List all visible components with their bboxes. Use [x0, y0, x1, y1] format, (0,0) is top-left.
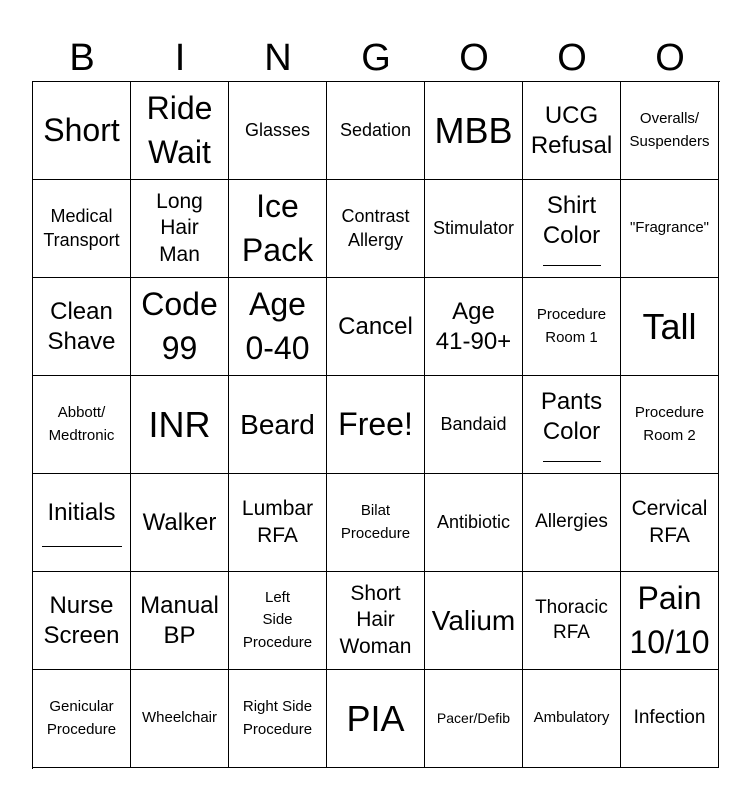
bingo-cell[interactable]: INR [131, 376, 229, 474]
bingo-cell[interactable]: Bilat Procedure [327, 474, 425, 572]
bingo-cell[interactable]: Age 0-40 [229, 278, 327, 376]
bingo-cell[interactable]: Ride Wait [131, 82, 229, 180]
write-in-line [543, 265, 601, 266]
bingo-cell[interactable]: Nurse Screen [33, 572, 131, 670]
bingo-cell[interactable]: Pain 10/10 [621, 572, 719, 670]
bingo-cell[interactable]: Walker [131, 474, 229, 572]
bingo-cell[interactable]: Long Hair Man [131, 180, 229, 278]
bingo-cell[interactable]: Infection [621, 670, 719, 768]
bingo-cell-label: Shirt Color [542, 192, 601, 249]
header-letter-b: B [69, 37, 95, 79]
bingo-cell-label: Initials [47, 499, 116, 526]
bingo-cell[interactable]: Sedation [327, 82, 425, 180]
bingo-cell[interactable]: Pacer/Defib [425, 670, 523, 768]
bingo-cell[interactable]: Wheelchair [131, 670, 229, 768]
bingo-cell[interactable]: Short [33, 82, 131, 180]
header-letter-n: N [264, 37, 292, 79]
bingo-cell[interactable]: Bandaid [425, 376, 523, 474]
bingo-cell[interactable]: Cervical RFA [621, 474, 719, 572]
bingo-cell[interactable]: Manual BP [131, 572, 229, 670]
bingo-cell[interactable]: Left Side Procedure [229, 572, 327, 670]
bingo-cell[interactable]: Ambulatory [523, 670, 621, 768]
free-space[interactable]: Free! [327, 376, 425, 474]
bingo-cell[interactable]: Clean Shave [33, 278, 131, 376]
header-letter-o1: O [459, 37, 489, 79]
bingo-cell[interactable] [523, 376, 621, 474]
bingo-cell[interactable]: MBB [425, 82, 523, 180]
bingo-card-grid [32, 81, 720, 769]
bingo-cell[interactable]: Right Side Procedure [229, 670, 327, 768]
header-letter-i: I [174, 37, 186, 79]
bingo-cell[interactable]: Antibiotic [425, 474, 523, 572]
bingo-cell[interactable]: Cancel [327, 278, 425, 376]
bingo-cell[interactable]: Code 99 [131, 278, 229, 376]
bingo-cell[interactable]: Medical Transport [33, 180, 131, 278]
bingo-cell[interactable]: UCG Refusal [523, 82, 621, 180]
bingo-cell[interactable]: Thoracic RFA [523, 572, 621, 670]
bingo-cell[interactable]: "Fragrance" [621, 180, 719, 278]
bingo-cell[interactable] [523, 180, 621, 278]
bingo-cell[interactable]: Procedure Room 1 [523, 278, 621, 376]
bingo-cell-label: Pants Color [540, 388, 603, 445]
bingo-cell[interactable]: Genicular Procedure [33, 670, 131, 768]
bingo-cell[interactable]: Glasses [229, 82, 327, 180]
bingo-cell[interactable]: Beard [229, 376, 327, 474]
write-in-line [42, 546, 122, 547]
bingo-cell[interactable]: Valium [425, 572, 523, 670]
write-in-line [543, 461, 601, 462]
bingo-cell[interactable]: Stimulator [425, 180, 523, 278]
bingo-cell[interactable]: PIA [327, 670, 425, 768]
bingo-cell[interactable]: Procedure Room 2 [621, 376, 719, 474]
bingo-cell[interactable]: Tall [621, 278, 719, 376]
bingo-cell[interactable]: Abbott/ Medtronic [33, 376, 131, 474]
header-letter-g: G [361, 37, 391, 79]
header-letter-o2: O [557, 37, 587, 79]
bingo-cell[interactable]: Short Hair Woman [327, 572, 425, 670]
bingo-cell[interactable]: Age 41-90+ [425, 278, 523, 376]
bingo-cell[interactable]: Contrast Allergy [327, 180, 425, 278]
bingo-cell[interactable]: Ice Pack [229, 180, 327, 278]
bingo-header [33, 34, 719, 82]
bingo-cell[interactable]: Allergies [523, 474, 621, 572]
header-letter-o3: O [655, 37, 685, 79]
bingo-cell[interactable]: Overalls/ Suspenders [621, 82, 719, 180]
bingo-cell[interactable] [33, 474, 131, 572]
bingo-cell[interactable]: Lumbar RFA [229, 474, 327, 572]
